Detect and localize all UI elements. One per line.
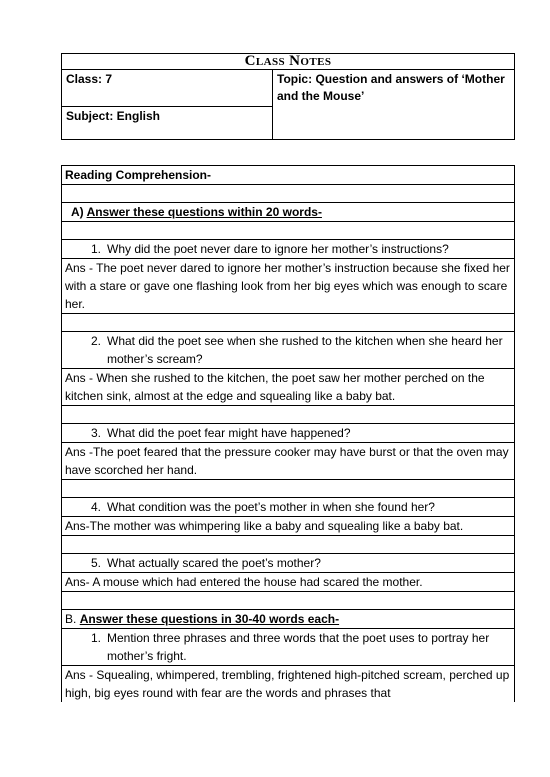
spacer-row xyxy=(62,185,515,203)
question-number: 1. xyxy=(90,242,101,256)
question-number: 4. xyxy=(90,500,101,514)
spacer-row xyxy=(62,314,515,332)
question-text: What condition was the poet’s mother in when she found her? xyxy=(107,500,435,514)
answer-text: Ans - When she rushed to the kitchen, the poet saw her mother perched on the kitchen sink, almost at the edge and squealing like a baby bat. xyxy=(62,369,515,406)
question-row xyxy=(62,554,515,573)
question-row xyxy=(62,332,515,369)
page-title: Class Notes xyxy=(62,54,515,70)
class-label: Class: 7 xyxy=(62,70,273,107)
answer-text: Ans - Squealing, whimpered, trembling, frightened high-pitched scream, perched up high, big eyes round with fear are the words and phrases that xyxy=(62,666,515,703)
spacer-row xyxy=(62,222,515,240)
answer-text: Ans- A mouse which had entered the house had scared the mother. xyxy=(62,573,515,592)
spacer-row xyxy=(62,536,515,554)
question-number: 2. xyxy=(90,334,101,348)
section-a-letter: A) xyxy=(71,205,84,219)
answer-text: Ans - The poet never dared to ignore her mother’s instruction because she fixed her with a stare or gave one flashing look from her big eyes which was enough to scare her. xyxy=(62,259,515,314)
topic-label: Topic: Question and answers of ‘Mother and the Mouse’ xyxy=(273,70,515,140)
question-row xyxy=(62,629,515,666)
question-text: Why did the poet never dare to ignore her mother’s instructions? xyxy=(107,242,449,256)
section-b-letter: B. xyxy=(65,612,77,626)
section-b-heading xyxy=(62,610,515,629)
question-number: 5. xyxy=(90,556,101,570)
question-text: What did the poet see when she rushed to the kitchen when she heard her mother’s scream? xyxy=(107,334,503,366)
section-a-heading xyxy=(62,203,515,222)
header-table xyxy=(61,53,515,140)
content-table xyxy=(61,165,515,702)
section-b-title: Answer these questions in 30-40 words each- xyxy=(79,612,340,626)
question-text: Mention three phrases and three words that the poet uses to portray her mother’s fright. xyxy=(107,631,490,663)
question-number: 1. xyxy=(90,631,101,645)
question-row xyxy=(62,240,515,259)
spacer-row xyxy=(62,406,515,424)
question-row xyxy=(62,498,515,517)
question-number: 3. xyxy=(90,426,101,440)
spacer-row xyxy=(62,592,515,610)
section-heading: Reading Comprehension- xyxy=(62,166,515,185)
question-text: What did the poet fear might have happened? xyxy=(107,426,351,440)
answer-text: Ans-The mother was whimpering like a baby and squealing like a baby bat. xyxy=(62,517,515,536)
question-text: What actually scared the poet’s mother? xyxy=(107,556,321,570)
spacer-row xyxy=(62,480,515,498)
question-row xyxy=(62,424,515,443)
section-a-title: Answer these questions within 20 words- xyxy=(86,205,322,219)
answer-text: Ans -The poet feared that the pressure cooker may have burst or that the oven may have scorched her hand. xyxy=(62,443,515,480)
subject-label: Subject: English xyxy=(62,107,273,140)
